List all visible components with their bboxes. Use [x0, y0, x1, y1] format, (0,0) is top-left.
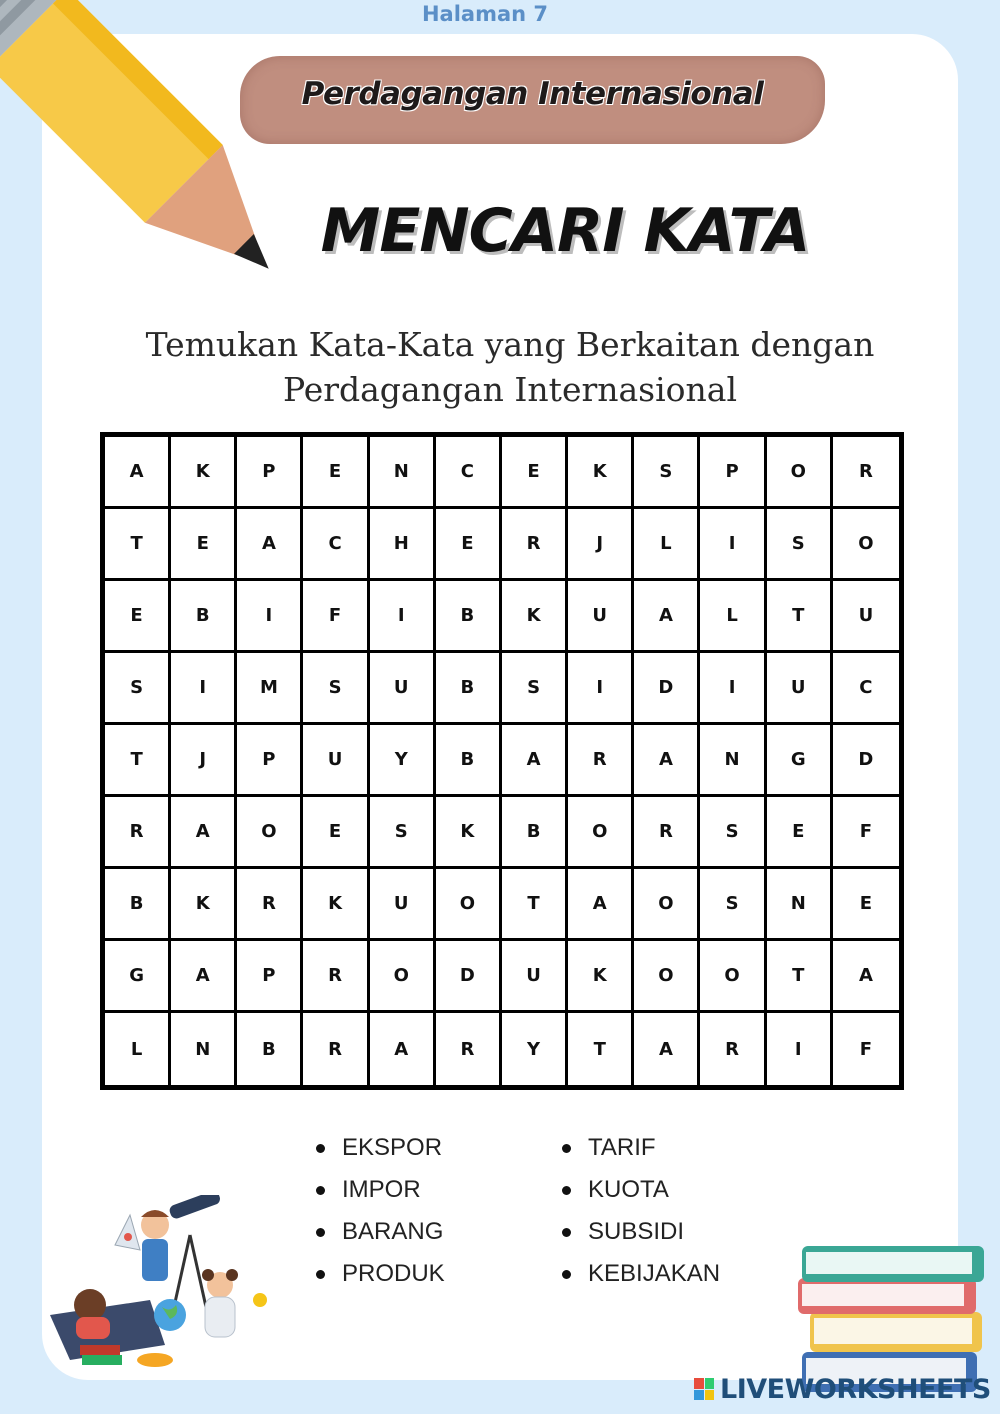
- grid-cell[interactable]: E: [436, 509, 502, 581]
- grid-cell[interactable]: A: [171, 797, 237, 869]
- grid-cell[interactable]: A: [171, 941, 237, 1013]
- grid-cell[interactable]: L: [634, 509, 700, 581]
- pencil-illustration-icon: [0, 0, 300, 310]
- grid-cell[interactable]: L: [700, 581, 766, 653]
- grid-cell[interactable]: U: [303, 725, 369, 797]
- grid-cell[interactable]: K: [171, 869, 237, 941]
- grid-cell[interactable]: T: [767, 941, 833, 1013]
- grid-cell[interactable]: D: [436, 941, 502, 1013]
- grid-cell[interactable]: A: [105, 437, 171, 509]
- grid-cell[interactable]: I: [370, 581, 436, 653]
- grid-cell[interactable]: R: [303, 941, 369, 1013]
- grid-cell[interactable]: A: [833, 941, 899, 1013]
- grid-cell[interactable]: S: [370, 797, 436, 869]
- grid-cell[interactable]: F: [303, 581, 369, 653]
- grid-cell[interactable]: G: [105, 941, 171, 1013]
- grid-cell[interactable]: G: [767, 725, 833, 797]
- grid-cell[interactable]: R: [502, 509, 568, 581]
- grid-cell[interactable]: B: [436, 653, 502, 725]
- grid-cell[interactable]: S: [700, 797, 766, 869]
- grid-cell[interactable]: C: [303, 509, 369, 581]
- word-item: IMPOR: [314, 1174, 445, 1216]
- grid-cell[interactable]: S: [303, 653, 369, 725]
- grid-cell[interactable]: I: [700, 509, 766, 581]
- grid-cell[interactable]: I: [237, 581, 303, 653]
- grid-cell[interactable]: U: [502, 941, 568, 1013]
- liveworksheets-brand[interactable]: [694, 1372, 991, 1406]
- grid-cell[interactable]: T: [767, 581, 833, 653]
- grid-cell[interactable]: U: [568, 581, 634, 653]
- grid-cell[interactable]: R: [105, 797, 171, 869]
- grid-cell[interactable]: K: [502, 581, 568, 653]
- grid-cell[interactable]: B: [105, 869, 171, 941]
- grid-cell[interactable]: U: [833, 581, 899, 653]
- grid-cell[interactable]: P: [700, 437, 766, 509]
- grid-cell[interactable]: U: [370, 653, 436, 725]
- word-list-left: [314, 1132, 445, 1300]
- grid-cell[interactable]: O: [237, 797, 303, 869]
- word-item: SUBSIDI: [560, 1216, 720, 1258]
- banner-title: Perdagangan Internasional: [301, 76, 764, 112]
- grid-cell[interactable]: E: [303, 437, 369, 509]
- grid-cell[interactable]: T: [502, 869, 568, 941]
- word-search-grid[interactable]: [100, 432, 904, 1090]
- grid-cell[interactable]: K: [436, 797, 502, 869]
- grid-cell[interactable]: U: [370, 869, 436, 941]
- grid-cell[interactable]: S: [502, 653, 568, 725]
- grid-cell[interactable]: R: [634, 797, 700, 869]
- grid-cell[interactable]: K: [568, 941, 634, 1013]
- grid-cell[interactable]: E: [833, 869, 899, 941]
- grid-cell[interactable]: B: [171, 581, 237, 653]
- grid-cell[interactable]: R: [568, 725, 634, 797]
- word-item: PRODUK: [314, 1258, 445, 1300]
- grid-cell[interactable]: N: [767, 869, 833, 941]
- grid-cell[interactable]: K: [171, 437, 237, 509]
- grid-cell[interactable]: I: [568, 653, 634, 725]
- grid-cell[interactable]: R: [237, 869, 303, 941]
- grid-cell[interactable]: B: [436, 581, 502, 653]
- kids-telescope-illustration-icon: [40, 1195, 280, 1380]
- grid-cell[interactable]: J: [568, 509, 634, 581]
- grid-cell[interactable]: A: [568, 869, 634, 941]
- grid-cell[interactable]: C: [436, 437, 502, 509]
- grid-cell[interactable]: E: [171, 509, 237, 581]
- grid-cell[interactable]: A: [634, 1013, 700, 1085]
- grid-cell[interactable]: P: [237, 941, 303, 1013]
- page-number-label: Halaman 7: [421, 2, 549, 26]
- instructions-line-2: Perdagangan Internasional: [282, 370, 738, 409]
- grid-cell[interactable]: Y: [370, 725, 436, 797]
- grid-cell[interactable]: A: [237, 509, 303, 581]
- grid-cell[interactable]: N: [700, 725, 766, 797]
- grid-cell[interactable]: P: [237, 437, 303, 509]
- grid-cell[interactable]: O: [436, 869, 502, 941]
- grid-cell[interactable]: E: [502, 437, 568, 509]
- grid-cell[interactable]: B: [436, 725, 502, 797]
- grid-cell[interactable]: R: [700, 1013, 766, 1085]
- word-item: TARIF: [560, 1132, 720, 1174]
- grid-cell[interactable]: C: [833, 653, 899, 725]
- grid-cell[interactable]: S: [105, 653, 171, 725]
- grid-cell[interactable]: O: [634, 869, 700, 941]
- grid-cell[interactable]: Y: [502, 1013, 568, 1085]
- grid-cell[interactable]: K: [303, 869, 369, 941]
- main-title: MENCARI KATA: [320, 196, 810, 266]
- grid-cell[interactable]: O: [700, 941, 766, 1013]
- grid-cell[interactable]: K: [568, 437, 634, 509]
- grid-cell[interactable]: N: [370, 437, 436, 509]
- grid-cell[interactable]: U: [767, 653, 833, 725]
- grid-cell[interactable]: S: [767, 509, 833, 581]
- grid-cell[interactable]: I: [700, 653, 766, 725]
- word-item: BARANG: [314, 1216, 445, 1258]
- grid-cell[interactable]: E: [303, 797, 369, 869]
- grid-cell[interactable]: P: [237, 725, 303, 797]
- grid-cell[interactable]: S: [634, 437, 700, 509]
- word-list-right: [560, 1132, 720, 1300]
- grid-cell[interactable]: O: [370, 941, 436, 1013]
- grid-cell[interactable]: R: [833, 437, 899, 509]
- grid-cell[interactable]: I: [171, 653, 237, 725]
- brand-name: LIVEWORKSHEETS: [720, 1373, 991, 1405]
- word-item: KEBIJAKAN: [560, 1258, 720, 1300]
- grid-cell[interactable]: A: [502, 725, 568, 797]
- grid-cell[interactable]: O: [833, 509, 899, 581]
- grid-cell[interactable]: A: [370, 1013, 436, 1085]
- word-item: KUOTA: [560, 1174, 720, 1216]
- grid-cell[interactable]: D: [634, 653, 700, 725]
- grid-cell[interactable]: D: [833, 725, 899, 797]
- grid-cell[interactable]: B: [237, 1013, 303, 1085]
- grid-cell[interactable]: T: [105, 725, 171, 797]
- grid-cell[interactable]: R: [303, 1013, 369, 1085]
- grid-cell[interactable]: O: [767, 437, 833, 509]
- grid-cell[interactable]: H: [370, 509, 436, 581]
- grid-cell[interactable]: B: [502, 797, 568, 869]
- grid-cell[interactable]: R: [436, 1013, 502, 1085]
- grid-cell[interactable]: F: [859, 1038, 873, 1060]
- grid-cell[interactable]: T: [105, 509, 171, 581]
- instructions: [130, 322, 890, 412]
- grid-cell[interactable]: O: [568, 797, 634, 869]
- instructions-line-1: Temukan Kata-Kata yang Berkaitan dengan: [145, 325, 875, 364]
- grid-cell[interactable]: J: [171, 725, 237, 797]
- grid-cell[interactable]: L: [105, 1013, 171, 1085]
- grid-cell[interactable]: I: [767, 1013, 833, 1085]
- grid-cell[interactable]: A: [634, 581, 700, 653]
- grid-cell[interactable]: E: [767, 797, 833, 869]
- grid-cell[interactable]: N: [171, 1013, 237, 1085]
- grid-cell[interactable]: M: [237, 653, 303, 725]
- grid-cell[interactable]: O: [634, 941, 700, 1013]
- grid-cell[interactable]: F: [833, 797, 899, 869]
- grid-cell[interactable]: T: [568, 1013, 634, 1085]
- brand-logo-icon: [694, 1378, 714, 1400]
- grid-cell[interactable]: A: [634, 725, 700, 797]
- word-item: EKSPOR: [314, 1132, 445, 1174]
- grid-cell[interactable]: E: [105, 581, 171, 653]
- grid-cell[interactable]: S: [700, 869, 766, 941]
